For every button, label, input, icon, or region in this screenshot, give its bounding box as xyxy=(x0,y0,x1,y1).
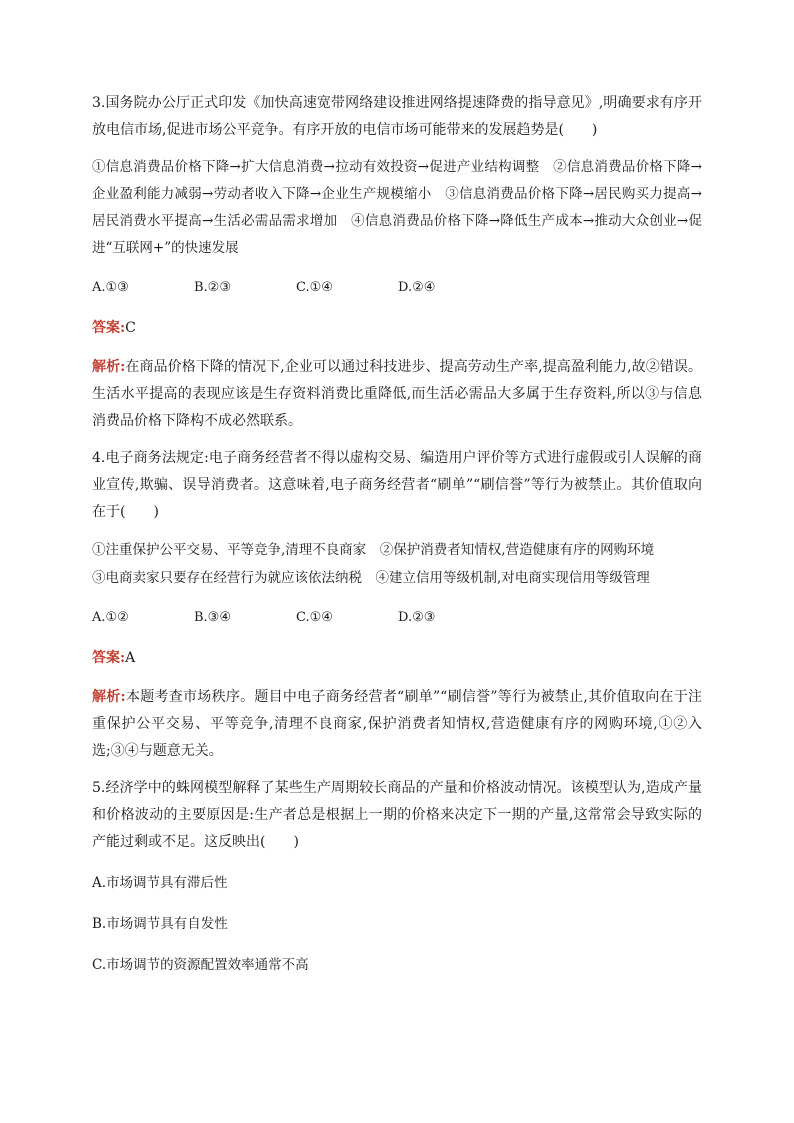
question-4-option-a: A.①② xyxy=(92,610,129,625)
question-5 xyxy=(92,775,702,979)
question-5-stem: 5.经济学中的蛛网模型解释了某些生产周期较长商品的产量和价格波动情况。该模型认为,造成产量和价格波动的主要原因是:生产者总是根据上一期的价格来决定下一期的产量,这常常会导致实际的产能过剩或不足。这反映出( ) xyxy=(92,780,702,850)
question-3-option-c: C.①④ xyxy=(296,280,333,295)
answer-value: C xyxy=(125,320,136,336)
question-3-option-d: D.②④ xyxy=(398,280,436,295)
question-4-option-b: B.③④ xyxy=(194,610,231,625)
question-4-items-line-1: ①注重保护公平交易、平等竞争,清理不良商家 ②保护消费者知情权,营造健康有序的网购环境 xyxy=(92,542,655,558)
question-3-stem: 3.国务院办公厅正式印发《加快高速宽带网络建设推进网络提速降费的指导意见》,明确要求有序开放电信市场,促进市场公平竞争。有序开放的电信市场可能带来的发展趋势是( ) xyxy=(92,95,702,138)
question-4-items xyxy=(92,536,702,592)
question-3-options xyxy=(92,274,702,301)
question-4-answer xyxy=(92,645,702,672)
question-3-option-b: B.②③ xyxy=(194,280,231,295)
document-page xyxy=(92,90,702,993)
question-3-answer xyxy=(92,315,702,342)
question-5-choice-b: B.市场调节具有自发性 xyxy=(92,915,228,932)
question-3-analysis xyxy=(92,354,702,435)
analysis-text: 本题考查市场秩序。题目中电子商务经营者“刷单”“刷信誉”等行为被禁止,其价值取向在于注重保护公平交易、平等竞争,清理不良商家,保护消费者知情权,营造健康有序的网购环境,①②入选;③④与题意无关。 xyxy=(92,689,702,759)
answer-label: 答案: xyxy=(92,320,126,336)
analysis-label: 解析: xyxy=(92,689,126,705)
question-3-option-a: A.①③ xyxy=(92,280,129,295)
answer-label: 答案: xyxy=(92,650,126,666)
question-3-items: ①信息消费品价格下降→扩大信息消费→拉动有效投资→促进产业结构调整 ②信息消费品价格下降→企业盈利能力减弱→劳动者收入下降→企业生产规模缩小 ③信息消费品价格下降→居民购买力提高→居民消费水平提高→生活必需品需求增加 ④信息消费品价格下降→降低生产成本→推动大众创业→促进“互联网+”的快速发展 xyxy=(92,159,702,256)
question-4-option-c: C.①④ xyxy=(296,610,333,625)
question-4 xyxy=(92,445,702,765)
question-4-items-line-2: ③电商卖家只要存在经营行为就应该依法纳税 ④建立信用等级机制,对电商实现信用等级管理 xyxy=(92,570,650,586)
question-4-options xyxy=(92,604,702,631)
question-4-option-d: D.②③ xyxy=(398,610,436,625)
question-3 xyxy=(92,90,702,435)
question-4-stem: 4.电子商务法规定:电子商务经营者不得以虚构交易、编造用户评价等方式进行虚假或引人误解的商业宣传,欺骗、误导消费者。这意味着,电子商务经营者“刷单”“刷信誉”等行为被禁止。其价值取向在于( ) xyxy=(92,450,702,520)
question-5-choice-c: C.市场调节的资源配置效率通常不高 xyxy=(92,956,309,973)
answer-value: A xyxy=(125,650,136,666)
analysis-text: 在商品价格下降的情况下,企业可以通过科技进步、提高劳动生产率,提高盈利能力,故②错误。生活水平提高的表现应该是生存资料消费比重降低,而生活必需品大多属于生存资料,所以③与信息消费品价格下降构不成必然联系。 xyxy=(92,359,702,429)
analysis-label: 解析: xyxy=(92,359,126,375)
question-4-analysis xyxy=(92,684,702,765)
question-5-choice-a: A.市场调节具有滞后性 xyxy=(92,874,228,891)
